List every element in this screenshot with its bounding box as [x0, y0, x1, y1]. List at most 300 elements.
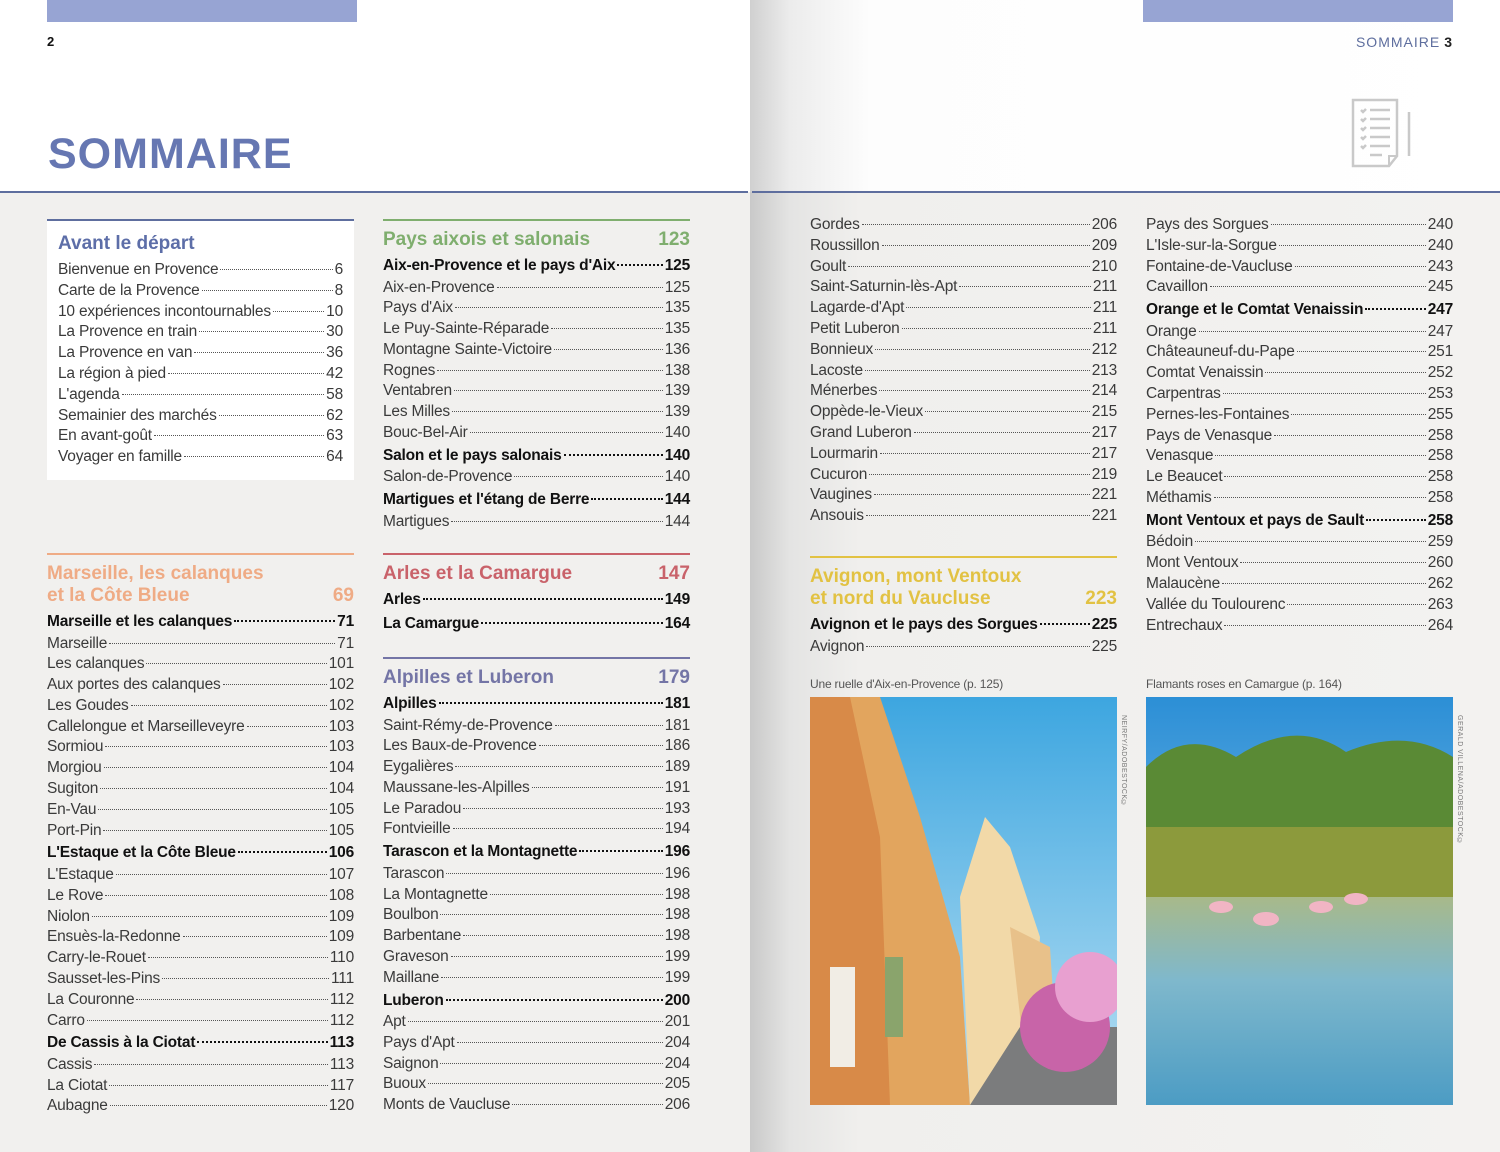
toc-entry-comtat-venaissin[interactable]	[1146, 363, 1453, 384]
toc-entry-label: De Cassis à la Ciotat	[47, 1034, 196, 1052]
toc-entry-apt[interactable]	[383, 1012, 690, 1033]
dot-leader	[110, 1105, 327, 1106]
dot-leader	[116, 874, 327, 875]
toc-entry-page: 58	[326, 385, 343, 403]
toc-entry-page: 258	[1427, 468, 1453, 486]
section-inner	[47, 233, 343, 468]
toc-entry-marseille-et-les-calanques[interactable]	[47, 610, 354, 634]
toc-entry-label: L'Estaque	[47, 865, 114, 883]
toc-entry-label: Martigues et l'étang de Berre	[383, 491, 590, 509]
toc-entry-label: Saint-Saturnin-lès-Apt	[810, 278, 958, 296]
toc-entry-label: Niolon	[47, 907, 90, 925]
toc-entry-boulbon[interactable]	[383, 905, 690, 926]
toc-entry-aubagne[interactable]	[47, 1096, 354, 1117]
section-title: Avignon, mont Ventoux et nord du Vaucluse	[810, 566, 1022, 609]
toc-entry-page: 264	[1427, 616, 1453, 634]
toc-entry-page: 42	[326, 364, 343, 382]
section-avignon-continued	[1146, 215, 1453, 636]
page-number-left: 2	[47, 34, 55, 49]
toc-entry-label: Carro	[47, 1011, 85, 1029]
section-heading	[383, 667, 690, 689]
toc-entry-l-estaque[interactable]	[47, 865, 354, 886]
toc-entry-page: 191	[664, 778, 690, 796]
dot-leader	[455, 766, 662, 767]
toc-entry-label: Carte de la Provence	[58, 281, 200, 299]
toc-entry-label: Goult	[810, 257, 847, 275]
toc-entry-page: 106	[328, 844, 354, 862]
toc-entry-label: Le Beaucet	[1146, 468, 1223, 486]
toc-entry-les-baux-de-provence[interactable]	[383, 736, 690, 757]
toc-entry-page: 101	[328, 655, 354, 673]
toc-entry-label: Pays d'Aix	[383, 299, 453, 317]
toc-entry-monts-de-vaucluse[interactable]	[383, 1095, 690, 1116]
toc-entry-page: 112	[329, 990, 354, 1008]
toc-entry-page: 105	[328, 821, 354, 839]
toc-entry-la-provence-en-van[interactable]	[58, 343, 343, 364]
toc-entry-label: Ensuès-la-Redonne	[47, 928, 181, 946]
toc-entry-grand-luberon[interactable]	[810, 423, 1117, 444]
toc-entry-sausset-les-pins[interactable]	[47, 969, 354, 990]
toc-entry-les-milles[interactable]	[383, 402, 690, 423]
toc-entry-label: Mont Ventoux	[1146, 554, 1239, 572]
toc-entry-label: Salon-de-Provence	[383, 468, 513, 486]
toc-entry-label: Le Paradou	[383, 799, 462, 817]
toc-entry-bonnieux[interactable]	[810, 340, 1117, 361]
toc-entry-maussane-les-alpilles[interactable]	[383, 778, 690, 799]
toc-entry-page: 109	[328, 907, 354, 925]
section-top-rule	[810, 556, 1117, 558]
toc-entry-page: 212	[1091, 340, 1117, 358]
dot-leader	[463, 935, 663, 936]
toc-entry-page: 221	[1091, 486, 1117, 504]
dot-leader	[238, 851, 327, 853]
toc-entry-bouc-bel-air[interactable]	[383, 423, 690, 444]
dot-leader	[183, 936, 327, 937]
toc-entry-le-beaucet[interactable]	[1146, 467, 1453, 488]
toc-entry-ensues-la-redonne[interactable]	[47, 927, 354, 948]
toc-entry-lourmarin[interactable]	[810, 444, 1117, 465]
dot-leader	[122, 394, 324, 395]
section-page: 69	[332, 585, 354, 606]
toc-entry-label: Maussane-les-Alpilles	[383, 778, 530, 796]
dot-leader	[109, 1085, 328, 1086]
toc-entry-sormiou[interactable]	[47, 737, 354, 758]
toc-entry-label: Le Puy-Sainte-Réparade	[383, 320, 550, 338]
toc-entry-page: 198	[664, 927, 690, 945]
toc-entry-page: 240	[1427, 216, 1453, 233]
toc-entry-saint-saturnin-les-apt[interactable]	[810, 277, 1117, 298]
toc-entry-le-paradou[interactable]	[383, 799, 690, 820]
photo-aix-street	[810, 697, 1117, 1105]
section-title: Alpilles et Luberon	[383, 667, 555, 688]
dot-leader	[1366, 519, 1426, 521]
dot-leader	[882, 245, 1090, 246]
toc-entry-de-cassis-a-la-ciotat[interactable]	[47, 1031, 354, 1055]
toc-entry-label: La Couronne	[47, 990, 135, 1008]
toc-entry-la-provence-en-train[interactable]	[58, 322, 343, 343]
dot-leader	[865, 370, 1090, 371]
toc-entry-page: 214	[1091, 382, 1117, 400]
toc-entry-callelongue-et-marseilleveyre[interactable]	[47, 717, 354, 738]
section-arles	[383, 553, 690, 635]
toc-entry-label: Grand Luberon	[810, 423, 912, 441]
dot-leader	[869, 474, 1090, 475]
toc-entry-ventabren[interactable]	[383, 381, 690, 402]
toc-entry-10-experiences-incontournables[interactable]	[58, 302, 343, 323]
toc-entry-les-calanques[interactable]	[47, 654, 354, 675]
toc-entry-page: 255	[1427, 405, 1453, 423]
toc-entry-l-estaque-et-la-cote-bleue[interactable]	[47, 841, 354, 865]
toc-entry-avignon-et-le-pays-des-sorgues[interactable]	[810, 613, 1117, 637]
toc-entry-label: Port-Pin	[47, 821, 102, 839]
dot-leader	[879, 390, 1089, 391]
section-heading	[810, 566, 1117, 610]
toc-entry-label: Pays de Venasque	[1146, 426, 1273, 444]
toc-entry-page: 71	[337, 634, 354, 652]
toc-entry-voyager-en-famille[interactable]	[58, 447, 343, 468]
toc-entry-label: Fontvieille	[383, 820, 451, 838]
running-head-title: SOMMAIRE	[1355, 34, 1441, 50]
toc-entry-label: Carry-le-Rouet	[47, 949, 146, 967]
toc-entry-l-agenda[interactable]	[58, 385, 343, 406]
toc-entry-page: 164	[664, 614, 690, 632]
section-page: 179	[658, 667, 690, 688]
toc-entry-marseille[interactable]	[47, 634, 354, 655]
dot-leader	[1274, 435, 1426, 436]
toc-entry-page: 247	[1427, 301, 1453, 319]
section-luberon-continued	[810, 215, 1117, 527]
toc-entry-salon-et-le-pays-salonais[interactable]	[383, 444, 690, 468]
toc-entry-pays-d-aix[interactable]	[383, 298, 690, 319]
toc-entry-label: La Ciotat	[47, 1076, 108, 1094]
toc-entry-page: 62	[326, 406, 343, 424]
dot-leader	[914, 432, 1090, 433]
toc-entry-label: Les Milles	[383, 403, 450, 421]
toc-entry-ansouis[interactable]	[810, 506, 1117, 527]
toc-entry-label: Tarascon et la Montagnette	[383, 843, 578, 861]
toc-entry-niolon[interactable]	[47, 907, 354, 928]
toc-entry-label: Ventabren	[383, 382, 452, 400]
toc-entry-page: 186	[664, 737, 690, 755]
toc-entry-entrechaux[interactable]	[1146, 616, 1453, 637]
toc-entry-port-pin[interactable]	[47, 821, 354, 842]
toc-entry-label: Martigues	[383, 512, 450, 530]
toc-entry-page: 135	[664, 299, 690, 317]
dot-leader	[423, 598, 663, 600]
toc-entry-mont-ventoux-et-pays-de-sault[interactable]	[1146, 509, 1453, 533]
toc-entry-lagarde-d-apt[interactable]	[810, 298, 1117, 319]
toc-entry-page: 199	[664, 968, 690, 986]
dot-leader	[539, 745, 663, 746]
section-top-rule	[47, 219, 354, 221]
toc-entry-cucuron[interactable]	[810, 465, 1117, 486]
toc-entry-label: Cucuron	[810, 465, 868, 483]
toc-entry-montagne-sainte-victoire[interactable]	[383, 340, 690, 361]
toc-entry-page: 104	[328, 759, 354, 777]
toc-entry-carte-de-la-provence[interactable]	[58, 281, 343, 302]
right-color-tab	[1143, 0, 1453, 22]
toc-entry-page: 196	[664, 864, 690, 882]
toc-entry-le-rove[interactable]	[47, 886, 354, 907]
toc-entry-venasque[interactable]	[1146, 446, 1453, 467]
dot-leader	[1199, 331, 1426, 332]
toc-entry-carro[interactable]	[47, 1011, 354, 1032]
dot-leader	[136, 999, 327, 1000]
dot-leader	[148, 957, 328, 958]
toc-entry-tarascon[interactable]	[383, 864, 690, 885]
toc-entry-la-couronne[interactable]	[47, 990, 354, 1011]
toc-entry-la-montagnette[interactable]	[383, 885, 690, 906]
toc-entry-gordes[interactable]	[810, 215, 1117, 236]
toc-entry-page: 138	[664, 361, 690, 379]
toc-entry-roussillon[interactable]	[810, 236, 1117, 257]
toc-entry-oppede-le-vieux[interactable]	[810, 402, 1117, 423]
toc-entry-label: Tarascon	[383, 864, 445, 882]
toc-entry-page: 10	[326, 302, 343, 320]
toc-entry-martigues[interactable]	[383, 512, 690, 533]
toc-entry-page: 103	[328, 738, 354, 756]
toc-entry-methamis[interactable]	[1146, 488, 1453, 509]
toc-entry-maillane[interactable]	[383, 968, 690, 989]
dot-leader	[880, 453, 1090, 454]
dot-leader	[455, 307, 663, 308]
toc-entry-page: 64	[326, 448, 343, 466]
toc-entry-cassis[interactable]	[47, 1055, 354, 1076]
dot-leader	[862, 224, 1090, 225]
toc-entry-page: 135	[664, 320, 690, 338]
toc-entry-page: 71	[337, 613, 354, 630]
toc-entry-martigues-et-l-etang-de-berre[interactable]	[383, 488, 690, 512]
toc-entry-menerbes[interactable]	[810, 381, 1117, 402]
toc-entry-page: 240	[1427, 236, 1453, 254]
toc-entry-aux-portes-des-calanques[interactable]	[47, 675, 354, 696]
toc-entry-page: 260	[1427, 554, 1453, 572]
toc-entry-label: Graveson	[383, 947, 449, 965]
toc-entry-label: Luberon	[383, 991, 444, 1009]
toc-entry-label: Marseille et les calanques	[47, 613, 233, 630]
toc-entry-page: 140	[664, 424, 690, 442]
section-top-rule	[383, 657, 690, 659]
toc-entry-label: Morgiou	[47, 759, 102, 777]
toc-entry-page: 210	[1091, 257, 1117, 275]
toc-entry-bedoin[interactable]	[1146, 532, 1453, 553]
toc-entry-salon-de-provence[interactable]	[383, 467, 690, 488]
toc-entry-aix-en-provence[interactable]	[383, 278, 690, 299]
toc-entry-label: Lagarde-d'Apt	[810, 299, 905, 317]
toc-entry-label: Méthamis	[1146, 489, 1212, 507]
toc-entry-pays-de-venasque[interactable]	[1146, 426, 1453, 447]
toc-entry-page: 109	[328, 928, 354, 946]
toc-entry-alpilles[interactable]	[383, 692, 690, 716]
dot-leader	[1297, 351, 1426, 352]
toc-entry-saignon[interactable]	[383, 1054, 690, 1075]
left-header-rule	[0, 191, 748, 193]
toc-entry-graveson[interactable]	[383, 947, 690, 968]
toc-entry-label: En-Vau	[47, 800, 97, 818]
toc-entry-page: 112	[329, 1011, 354, 1029]
toc-entry-orange[interactable]	[1146, 322, 1453, 343]
left-color-tab	[47, 0, 357, 22]
toc-entry-avignon[interactable]	[810, 637, 1117, 658]
dot-leader	[247, 726, 327, 727]
toc-entry-en-vau[interactable]	[47, 800, 354, 821]
toc-entry-page: 36	[326, 344, 343, 362]
toc-entry-page: 258	[1427, 447, 1453, 465]
toc-entry-label: Cavaillon	[1146, 278, 1208, 296]
toc-entry-label: Saignon	[383, 1054, 439, 1072]
toc-entry-vallee-du-toulourenc[interactable]	[1146, 595, 1453, 616]
dot-leader	[273, 311, 324, 312]
toc-entry-pernes-les-fontaines[interactable]	[1146, 405, 1453, 426]
toc-entry-page: 108	[328, 886, 354, 904]
toc-entry-page: 103	[328, 717, 354, 735]
toc-entry-chateauneuf-du-pape[interactable]	[1146, 342, 1453, 363]
toc-entry-label: Roussillon	[810, 236, 880, 254]
dot-leader	[1223, 393, 1426, 394]
toc-entry-fontaine-de-vaucluse[interactable]	[1146, 257, 1453, 278]
toc-entry-page: 263	[1427, 595, 1453, 613]
toc-entry-luberon[interactable]	[383, 989, 690, 1013]
toc-entry-label: Orange et le Comtat Venaissin	[1146, 301, 1364, 319]
toc-entry-carry-le-rouet[interactable]	[47, 948, 354, 969]
toc-entry-label: Lourmarin	[810, 444, 878, 462]
dot-leader	[234, 620, 335, 622]
toc-entry-page: 204	[664, 1054, 690, 1072]
toc-entry-page: 111	[331, 969, 354, 987]
toc-entry-label: Boulbon	[383, 906, 439, 924]
toc-entry-label: Apt	[383, 1013, 406, 1031]
toc-entry-page: 139	[664, 403, 690, 421]
toc-entry-page: 6	[334, 261, 343, 278]
toc-entry-page: 215	[1091, 403, 1117, 421]
dot-leader	[194, 352, 324, 353]
toc-entry-goult[interactable]	[810, 257, 1117, 278]
toc-entry-page: 199	[664, 947, 690, 965]
toc-entry-label: Sausset-les-Pins	[47, 969, 161, 987]
toc-entry-label: En avant-goût	[58, 427, 152, 445]
toc-entry-tarascon-et-la-montagnette[interactable]	[383, 840, 690, 864]
dot-leader	[437, 370, 663, 371]
toc-entry-l-isle-sur-la-sorgue[interactable]	[1146, 236, 1453, 257]
toc-entry-carpentras[interactable]	[1146, 384, 1453, 405]
toc-entry-label: Arles	[383, 591, 421, 608]
section-page: 123	[658, 229, 690, 250]
toc-entry-page: 251	[1427, 343, 1453, 361]
section-pays-aixois	[383, 219, 690, 532]
toc-entry-arles[interactable]	[383, 588, 690, 612]
toc-entry-label: Châteauneuf-du-Pape	[1146, 343, 1295, 361]
toc-entry-page: 196	[664, 843, 690, 861]
dot-leader	[959, 286, 1091, 287]
toc-entry-la-region-a-pied[interactable]	[58, 364, 343, 385]
toc-entry-label: 10 expériences incontournables	[58, 302, 271, 320]
dot-leader	[1365, 308, 1425, 310]
toc-entry-lacoste[interactable]	[810, 361, 1117, 382]
section-top-rule	[383, 553, 690, 555]
toc-entry-vaugines[interactable]	[810, 485, 1117, 506]
dot-leader	[92, 916, 327, 917]
section-heading	[383, 229, 690, 251]
toc-entry-label: Bouc-Bel-Air	[383, 424, 468, 442]
toc-entry-page: 217	[1091, 423, 1117, 441]
dot-leader	[87, 1020, 328, 1021]
dot-leader	[925, 411, 1090, 412]
dot-leader	[440, 1063, 662, 1064]
toc-entry-pays-d-apt[interactable]	[383, 1033, 690, 1054]
toc-entry-page: 107	[328, 865, 354, 883]
toc-entry-page: 209	[1091, 236, 1117, 254]
toc-entry-orange-et-le-comtat-venaissin[interactable]	[1146, 298, 1453, 322]
toc-entry-fontvieille[interactable]	[383, 819, 690, 840]
toc-entry-barbentane[interactable]	[383, 926, 690, 947]
toc-entry-page: 113	[329, 1034, 354, 1052]
toc-entry-page: 247	[1427, 322, 1453, 340]
toc-entry-petit-luberon[interactable]	[810, 319, 1117, 340]
toc-entry-page: 149	[664, 591, 690, 608]
dot-leader	[866, 515, 1090, 516]
toc-entry-en-avant-gout[interactable]	[58, 426, 343, 447]
toc-entry-page: 204	[664, 1033, 690, 1051]
toc-entry-label: Petit Luberon	[810, 319, 900, 337]
toc-entry-page: 113	[329, 1055, 354, 1073]
dot-leader	[902, 328, 1091, 329]
dot-leader	[906, 307, 1091, 308]
toc-entry-label: Le Rove	[47, 886, 104, 904]
toc-entry-les-goudes[interactable]	[47, 696, 354, 717]
dot-leader	[162, 978, 329, 979]
toc-entry-sugiton[interactable]	[47, 779, 354, 800]
dot-leader	[94, 1064, 328, 1065]
dot-leader	[551, 328, 663, 329]
toc-entry-la-ciotat[interactable]	[47, 1076, 354, 1097]
toc-entry-label: La Provence en train	[58, 323, 198, 341]
toc-entry-aix-en-provence-et-le-pays-d-aix[interactable]	[383, 254, 690, 278]
toc-entry-mont-ventoux[interactable]	[1146, 553, 1453, 574]
toc-entry-pays-des-sorgues[interactable]	[1146, 215, 1453, 236]
toc-entry-page: 211	[1092, 299, 1117, 317]
dot-leader	[481, 622, 663, 624]
dot-leader	[1222, 583, 1426, 584]
section-heading	[47, 563, 354, 607]
photo-camargue-flamingos	[1146, 697, 1453, 1105]
toc-entry-label: La région à pied	[58, 364, 166, 382]
toc-entry-bienvenue-en-provence[interactable]	[58, 260, 343, 281]
toc-entry-page: 30	[326, 323, 343, 341]
toc-entry-cavaillon[interactable]	[1146, 277, 1453, 298]
toc-entry-page: 63	[326, 427, 343, 445]
toc-entry-page: 243	[1427, 257, 1453, 275]
toc-entry-label: L'Estaque et la Côte Bleue	[47, 844, 236, 862]
toc-entry-la-camargue[interactable]	[383, 612, 690, 636]
toc-entry-malaucene[interactable]	[1146, 574, 1453, 595]
toc-entry-buoux[interactable]	[383, 1074, 690, 1095]
toc-entry-label: Vallée du Toulourenc	[1146, 595, 1286, 613]
toc-entry-le-puy-sainte-reparade[interactable]	[383, 319, 690, 340]
toc-entry-morgiou[interactable]	[47, 758, 354, 779]
section-top-rule	[47, 553, 354, 555]
dot-leader	[451, 521, 662, 522]
toc-entry-saint-remy-de-provence[interactable]	[383, 716, 690, 737]
toc-entry-page: 140	[664, 446, 690, 464]
toc-entry-rognes[interactable]	[383, 361, 690, 382]
toc-entry-page: 198	[664, 906, 690, 924]
toc-entry-eygalieres[interactable]	[383, 757, 690, 778]
toc-entry-semainier-des-marches[interactable]	[58, 406, 343, 427]
dot-leader	[105, 746, 326, 747]
toc-entry-label: Venasque	[1146, 447, 1214, 465]
dot-leader	[514, 476, 662, 477]
toc-entry-label: Cassis	[47, 1055, 93, 1073]
